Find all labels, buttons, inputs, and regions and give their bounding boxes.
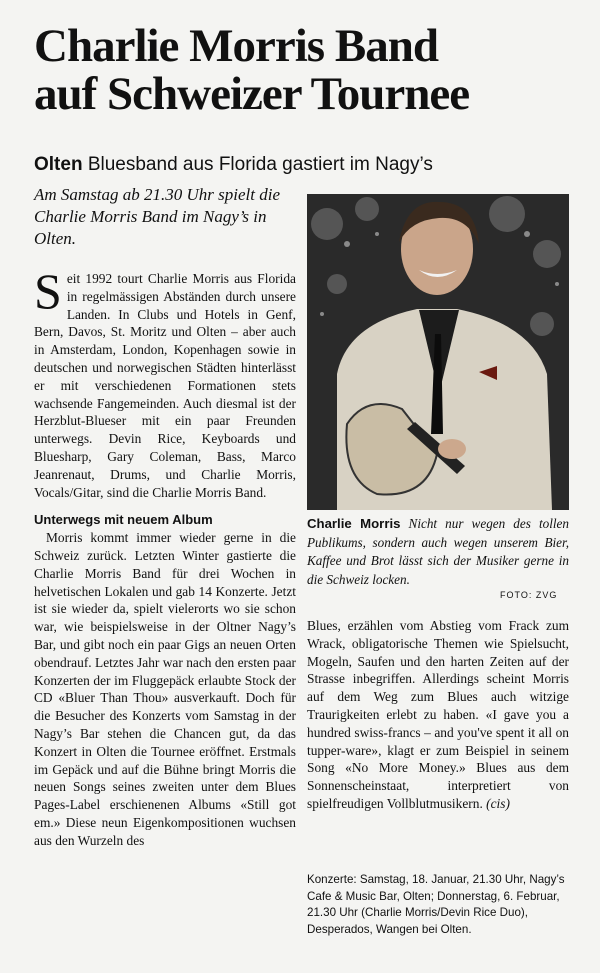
subhead-text: Bluesband aus Florida gastiert im Nagy’s bbox=[82, 154, 433, 175]
concert-info: Konzerte: Samstag, 18. Januar, 21.30 Uhr, Nagy’s Cafe & Music Bar, Olten; Donnerstag, 6. Februar, 21.30 Uhr (Charlie Morris/Devin Rice Duo), Desperados, Wangen bei Olten. bbox=[307, 873, 565, 936]
paragraph-1-text: eit 1992 tourt Charlie Morris aus Florida in regelmässigen Abständen durch unsere Landen. In Clubs und Hotels in Genf, Bern, Davos, St. Moritz und Olten – aber auch in Amsterdam, London, Kopenhagen sowie in deutschen und norwegischen Städten hinterlässt er mit verschiedenen Formationen stets wachsende Fangemeinden. Auch diesmal ist der Herzblut-Blueser mit ein paar Freunden unterwegs. Devin Rice, Keyboards und Bluesharp, Gary Coleman, Bass, Marco Jeanrenaut, Drums, und Charlie Morris, Vocals/Gitar, sind die Charlie Morris Band. bbox=[34, 271, 296, 500]
headline-line-1: Charlie Morris Band bbox=[34, 20, 438, 72]
charlie-morris-photo bbox=[307, 194, 569, 510]
section-subheading: Unterwegs mit neuem Album bbox=[34, 512, 213, 528]
article-column-1 bbox=[34, 263, 296, 850]
headline bbox=[34, 22, 574, 118]
subhead-place: Olten bbox=[34, 154, 83, 175]
article-column-2 bbox=[307, 617, 569, 813]
caption-text: Nicht nur wegen des tollen Publikums, sondern auch wegen unserem Bier, Kaffee und Brot lässt sich der Musiker gerne in die Schweiz locken. bbox=[307, 516, 569, 587]
drop-cap: S bbox=[34, 263, 62, 319]
headline-line-2: auf Schweizer Tournee bbox=[34, 68, 470, 120]
paragraph-2: Morris kommt immer wieder gerne in die Schweiz zurück. Letzten Winter gastierte die Charlie Morris Band für drei Wochen in helvetischen Lokalen und gab 14 Konzerte. Jetzt ist sie wieder da, spielt vielerorts wo sie schon war, wie beispielsweise in der Oltner Nagy’s Bar, und gibt noch ein paar Gigs an neuen Orten obendrauf. Letztes Jahr war nach den ersten paar Konzerten der im Fluggepäck erlaubte Stock der CD «Bluer Than Thou» ausverkauft. Doch für die Besucher des Konzerts vom Samstag in der Nagy’s Bar stehen die Chancen gut, da das Konzert in Olten die Tournee eröffnet. Erstmals im Gepäck und auf die Bühne bringt Morris die neuen Songs seines zweiten unter dem Blues Pages-Label erschienenen Albums «Still got em.» Diese neun Eigenkompositionen wuchsen aus den Wurzeln des bbox=[34, 530, 296, 848]
paragraph-1 bbox=[34, 263, 296, 501]
author-initials: (cis) bbox=[486, 795, 510, 811]
paragraph-3 bbox=[307, 617, 569, 813]
lead-text: Am Samstag ab 21.30 Uhr spielt die Charlie Morris Band im Nagy’s in Olten. bbox=[34, 185, 281, 248]
paragraph-3-text: Blues, erzählen vom Abstieg vom Frack zum Wrack, obligatorische Themen wie Spielsucht, Mogeln, Saufen und den harten Zeiten auf der Strasse inbegriffen. Allerdings scheint Morris auf dem Weg zum Blues auch witzige Traurigkeiten erlebt zu haben. «I gave you a hundred swiss-francs – and you've spent it all on tupper-ware», klagt er zum Beispiel in seinem Song «No More Money.» Blues aus dem Sonnenscheinstaat, interpretiert von spielfreudigen Vollblutmusikern. bbox=[307, 618, 569, 811]
photo-caption bbox=[307, 515, 569, 589]
photo-credit: FOTO: ZVG bbox=[500, 590, 558, 600]
caption-name: Charlie Morris bbox=[307, 516, 401, 531]
subheadline bbox=[34, 154, 433, 176]
